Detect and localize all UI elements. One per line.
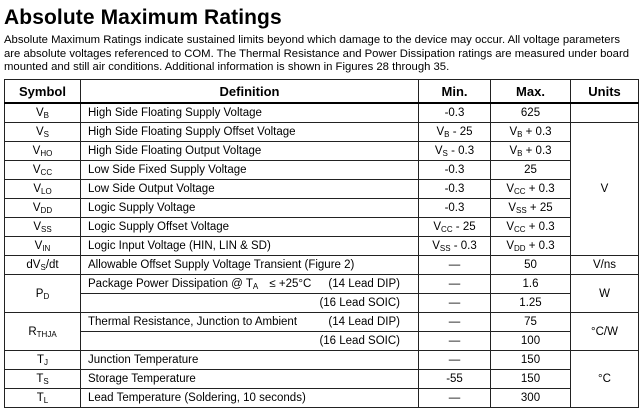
table-row [5,180,639,199]
table-row [5,218,639,237]
table-row [5,370,639,389]
symbol-cell: $T_L$ [5,389,81,408]
min-cell: -0.3 [419,161,491,180]
max-cell: 300 [491,389,571,408]
symbol-cell: $V_S$ [5,123,81,142]
header-definition: Definition [81,80,419,104]
header-units: Units [571,80,639,104]
min-cell: $V_S - 0.3$ [419,142,491,161]
symbol-cell: $V_B$ [5,103,81,123]
table-row [5,142,639,161]
table-header-row [5,80,639,104]
units-cell: W [571,275,639,313]
min-cell: -55 [419,370,491,389]
max-cell: $V_{DD} + 0.3$ [491,237,571,256]
definition-cell: Low Side Output Voltage [81,180,419,199]
table-row [5,294,639,313]
header-max: Max. [491,80,571,104]
min-cell: — [419,332,491,351]
definition-cell: High Side Floating Supply Voltage [81,103,419,123]
units-cell: V/ns [571,256,639,275]
max-cell: $V_{CC} + 0.3$ [491,218,571,237]
definition-cell: Logic Input Voltage (HIN, LIN & SD) [81,237,419,256]
definition-cell: Junction Temperature [81,351,419,370]
table-row [5,237,639,256]
symbol-cell: $V_{CC}$ [5,161,81,180]
min-cell: -0.3 [419,180,491,199]
table-row [5,351,639,370]
symbol-cell: $V_{SS}$ [5,218,81,237]
max-cell: 75 [491,313,571,332]
max-cell: 625 [491,103,571,123]
min-cell: — [419,313,491,332]
max-cell: 50 [491,256,571,275]
symbol-cell: $V_{DD}$ [5,199,81,218]
ratings-table [4,79,639,408]
min-cell: — [419,275,491,294]
table-row [5,332,639,351]
symbol-cell: $V_{HO}$ [5,142,81,161]
table-row [5,199,639,218]
symbol-cell: $R_{THJA}$ [5,313,81,351]
min-cell: — [419,256,491,275]
definition-cell: High Side Floating Output Voltage [81,142,419,161]
symbol-cell: $V_{LO}$ [5,180,81,199]
table-row [5,103,639,123]
min-cell: -0.3 [419,103,491,123]
symbol-cell: $P_D$ [5,275,81,313]
max-cell: 25 [491,161,571,180]
min-cell: — [419,389,491,408]
header-symbol: Symbol [5,80,81,104]
units-cell: °C/W [571,313,639,351]
definition-cell: Logic Supply Offset Voltage [81,218,419,237]
definition-cell: Thermal Resistance, Junction to Ambient (14 Lead DIP) [81,313,419,332]
intro-paragraph: Absolute Maximum Ratings indicate sustained limits beyond which damage to the device may occur. All voltage parameters are absolute voltages referenced to COM. The Thermal Resistance and Power Dissipation ratings are measured under board mounted and still air conditions. Additional information is shown in Figures 28 through 35. [4,34,630,73]
table-row [5,161,639,180]
table-row [5,256,639,275]
units-cell-voltage: V [571,123,639,256]
max-cell: 100 [491,332,571,351]
units-cell-temp: °C [571,351,639,408]
definition-cell: Storage Temperature [81,370,419,389]
max-cell: $V_B + 0.3$ [491,123,571,142]
definition-cell: (16 Lead SOIC) [81,294,419,313]
definition-cell: Allowable Offset Supply Voltage Transient (Figure 2) [81,256,419,275]
max-cell: 150 [491,370,571,389]
table-row [5,389,639,408]
max-cell: $V_{CC} + 0.3$ [491,180,571,199]
units-cell [571,103,639,123]
max-cell: $V_B + 0.3$ [491,142,571,161]
max-cell: 150 [491,351,571,370]
header-min: Min. [419,80,491,104]
symbol-cell: $V_{IN}$ [5,237,81,256]
min-cell: $V_{SS} - 0.3$ [419,237,491,256]
min-cell: $V_{CC} - 25$ [419,218,491,237]
definition-cell: Logic Supply Voltage [81,199,419,218]
max-cell: 1.25 [491,294,571,313]
min-cell: $V_B - 25$ [419,123,491,142]
min-cell: — [419,294,491,313]
definition-cell: Package Power Dissipation @ $T_A \le +25^\circ C$ (14 Lead DIP) [81,275,419,294]
definition-cell: Low Side Fixed Supply Voltage [81,161,419,180]
definition-cell: Lead Temperature (Soldering, 10 seconds) [81,389,419,408]
min-cell: — [419,351,491,370]
table-row [5,313,639,332]
symbol-cell: $T_J$ [5,351,81,370]
table-row [5,123,639,142]
definition-cell: (16 Lead SOIC) [81,332,419,351]
min-cell: -0.3 [419,199,491,218]
definition-cell: High Side Floating Supply Offset Voltage [81,123,419,142]
symbol-cell: $T_S$ [5,370,81,389]
symbol-cell: $dV_S/dt$ [5,256,81,275]
max-cell: $V_{SS} + 25$ [491,199,571,218]
max-cell: 1.6 [491,275,571,294]
section-title: Absolute Maximum Ratings [4,6,282,29]
table-row [5,275,639,294]
